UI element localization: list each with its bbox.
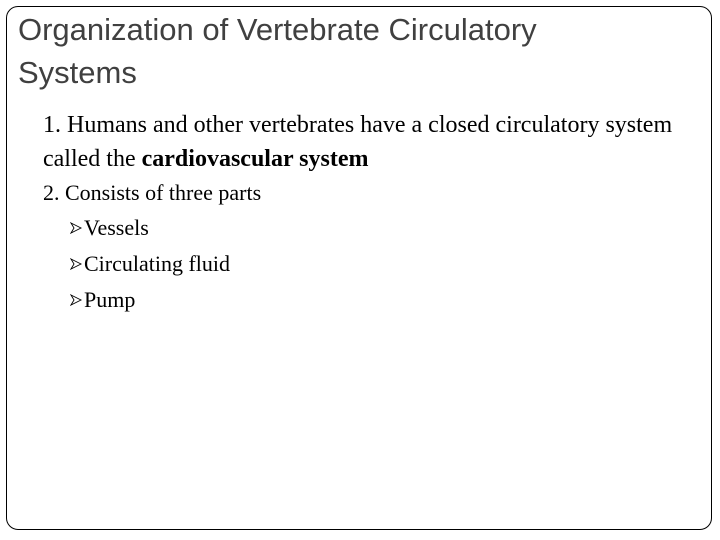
- arrow-bullet-icon: [70, 294, 82, 306]
- arrow-bullet-icon: [70, 222, 82, 234]
- arrow-bullet-icon: [70, 258, 82, 270]
- slide-title: Organization of Vertebrate Circulatory Systems: [18, 12, 537, 90]
- list-item-1-text: 1. Humans and other vertebrates have a closed circulatory system called the: [43, 112, 673, 172]
- sub-item-label: Vessels: [84, 215, 149, 240]
- sub-item-label: Pump: [84, 287, 136, 312]
- list-item-1: [43, 108, 703, 176]
- list-item-1-bold-term: cardiovascular system: [141, 146, 369, 172]
- list-item-2: 2. Consists of three parts: [43, 180, 262, 205]
- sub-item-circulating-fluid: [70, 249, 230, 279]
- sub-item-pump: [70, 285, 135, 315]
- sub-item-vessels: [70, 213, 149, 243]
- sub-item-label: Circulating fluid: [84, 251, 231, 276]
